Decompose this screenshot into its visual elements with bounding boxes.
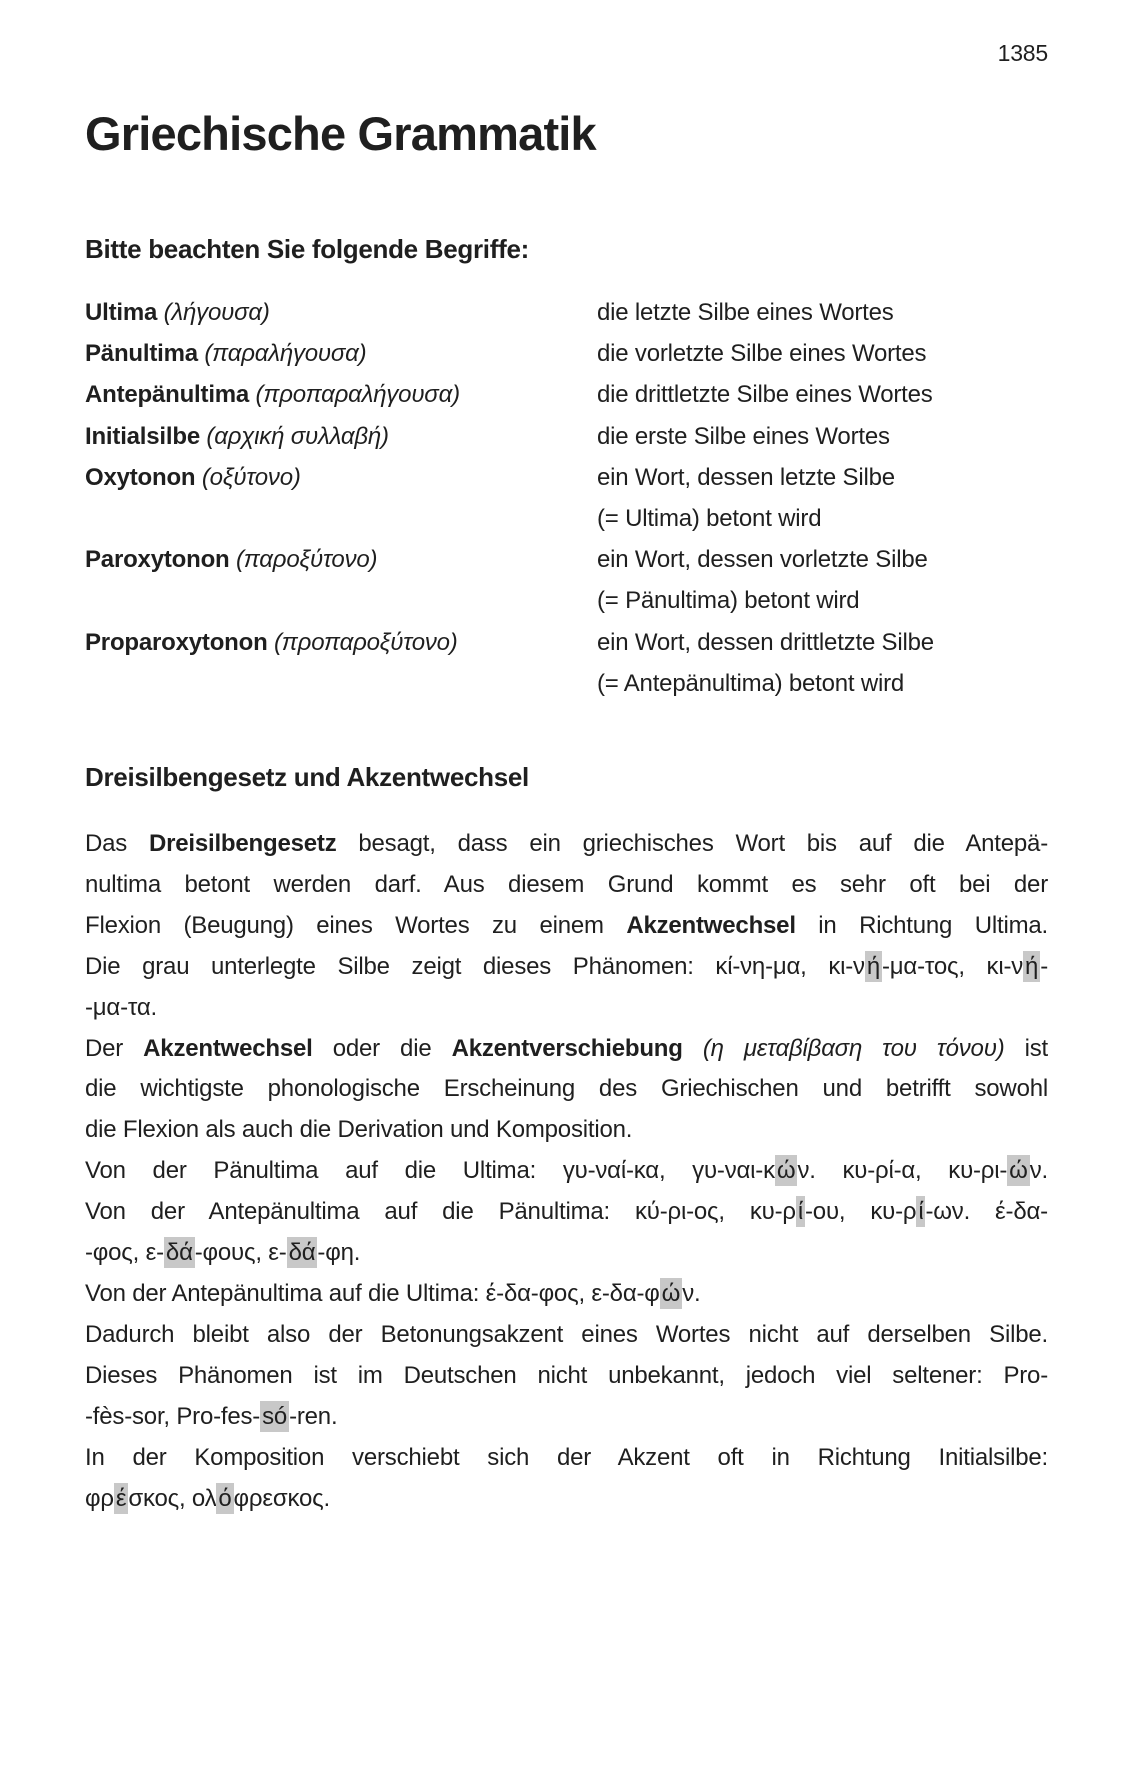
highlighted-syllable: ό [218,1484,232,1512]
text-segment: Von der Antepänultima auf die Pänultima: κύ-ρι-ος, κυ-ρ [85,1198,796,1226]
paragraph-line [85,1151,1048,1192]
text-segment: nultima betont werden darf. Aus diesem Grund kommt es sehr oft bei der [85,870,1048,898]
glossary-row [85,292,1048,333]
glossary-greek: (παραλήγουσα) [197,340,367,368]
paragraph-line [85,1397,1048,1438]
glossary-definition-cell [597,374,1048,415]
glossary-row [85,416,1048,457]
text-segment: -ου, κυ-ρ [805,1198,917,1226]
text-segment: σκος, ολ [128,1484,217,1512]
glossary-greek: (παροξύτονο) [229,546,378,574]
page-number: 1385 [997,40,1048,66]
glossary-term-cell [85,374,597,415]
glossary-term: Paroxytonon [85,546,230,574]
highlighted-syllable: ώ [776,1157,796,1185]
highlighted-syllable: ί [918,1198,924,1226]
highlighted-syllable: ή [1025,952,1039,980]
text-segment: Von der Pänultima auf die Ultima: γυ-ναί-κα, γυ-ναι-κ [85,1157,775,1185]
text-segment: Dieses Phänomen ist im Deutschen nicht unbekannt, jedoch viel seltener: Pro- [85,1361,1048,1389]
glossary-definition-line: die vorletzte Silbe eines Wortes [597,340,927,368]
paragraph-line [85,906,1048,947]
paragraph-line [85,1315,1048,1356]
paragraph-line [85,1029,1048,1070]
glossary-table [85,292,1048,704]
glossary-row [85,333,1048,374]
glossary-term-cell [85,292,597,333]
highlighted-syllable: só [262,1402,288,1430]
highlighted-syllable: δά [288,1239,316,1267]
glossary-term: Initialsilbe [85,422,200,450]
text-segment: - [1040,952,1048,980]
glossary-definition-line: ein Wort, dessen letzte Silbe [597,463,895,491]
text-segment: φρεσκος. [233,1484,330,1512]
highlighted-syllable: δά [165,1239,193,1267]
paragraph-line [85,1192,1048,1233]
glossary-row [85,374,1048,415]
text-segment: -φος, ε- [85,1239,164,1267]
glossary-term: Pänultima [85,340,198,368]
glossary-definition-line: die erste Silbe eines Wortes [597,422,890,450]
glossary-term: Antepänultima [85,381,250,409]
text-segment: Die grau unterlegte Silbe zeigt dieses Phänomen: κί-νη-μα, κι-ν [85,952,865,980]
text-segment: -μα-τος, κι-ν [882,952,1024,980]
glossary-greek: (λήγουσα) [157,299,270,326]
glossary-definition-line: (= Antepänultima) betont wird [597,669,905,697]
glossary-term-cell [85,457,597,539]
text-segment: Flexion (Beugung) eines Wortes zu einem [85,911,627,939]
text-segment: Von der Antepänultima auf die Ultima: έ-δα-φος, ε-δα-φ [85,1279,660,1307]
body-paragraph [85,824,1048,1519]
paragraph-line [85,1274,1048,1315]
glossary-definition-cell [597,292,1048,333]
section-heading: Dreisilbengesetz und Akzentwechsel [85,762,529,792]
glossary-term: Proparoxytonon [85,628,268,656]
paragraph-line [85,1110,1048,1151]
glossary-greek: (οξύτονο) [195,463,301,491]
text-segment: besagt, dass ein griechisches Wort bis auf die Antepä- [336,830,1048,857]
paragraph-line [85,1479,1048,1520]
paragraph-line [85,1438,1048,1479]
text-segment: oder die [312,1034,452,1062]
glossary-definition-cell [597,333,1048,374]
glossary-term-cell [85,539,597,621]
glossary-definition-cell [597,457,1048,539]
text-segment: Akzentwechsel [626,911,796,939]
glossary-definition-cell [597,539,1048,621]
glossary-definition-cell [597,416,1048,457]
text-segment: -μα-τα. [85,993,157,1021]
text-segment: Akzentwechsel [143,1034,313,1062]
text-segment: Das [85,830,149,857]
text-segment: die Flexion als auch die Derivation und Komposition. [85,1116,633,1144]
text-segment: Dreisilbengesetz [148,830,337,857]
glossary-term-cell [85,416,597,457]
glossary-definition-line: ein Wort, dessen vorletzte Silbe [597,546,928,574]
text-segment: -φους, ε- [194,1239,287,1267]
highlighted-syllable: ώ [661,1279,681,1307]
glossary-term: Ultima [85,299,158,326]
highlighted-syllable: ώ [1009,1157,1028,1185]
paragraph-line [85,1356,1048,1397]
glossary-term-cell [85,333,597,374]
glossary-term: Oxytonon [85,463,196,491]
paragraph-line [85,988,1048,1029]
highlighted-syllable: ί [797,1198,803,1226]
text-segment [683,1035,703,1062]
text-segment: φρ [85,1484,114,1512]
glossary-row [85,539,1048,621]
glossary-greek: (αρχική συλλαβή) [199,422,389,450]
glossary-definition-line: die letzte Silbe eines Wortes [597,299,894,326]
highlighted-syllable: έ [115,1484,127,1512]
glossary-definition-line: die drittletzte Silbe eines Wortes [597,381,933,409]
text-segment: -φη. [317,1239,361,1267]
glossary-greek: (προπαροξύτονο) [267,628,458,656]
text-segment: ν. κυ-ρί-α, κυ-ρι- [797,1157,1008,1185]
glossary-row [85,457,1048,539]
page-title: Griechische Grammatik [85,107,596,160]
text-segment: die wichtigste phonologische Erscheinung des Griechischen und betrifft sowohl [85,1075,1048,1103]
text-segment: In der Komposition verschiebt sich der Akzent oft in Richtung Initialsilbe: [85,1443,1048,1471]
highlighted-syllable: ή [866,952,881,980]
text-segment: ist [1004,1034,1048,1062]
glossary-definition-cell [597,622,1048,704]
glossary-row [85,622,1048,704]
glossary-term-cell [85,622,597,704]
paragraph-line [85,1233,1048,1274]
glossary-definition-line: (= Pänultima) betont wird [597,587,860,615]
text-segment: Akzentverschiebung [451,1034,683,1062]
paragraph-line [85,865,1048,906]
glossary-greek: (προπαραλήγουσα) [249,381,460,409]
text-segment: (η μεταβίβαση του τόνου) [702,1034,1005,1062]
text-segment: ν. [1029,1157,1048,1185]
glossary-heading: Bitte beachten Sie folgende Begriffe: [85,234,529,264]
paragraph-line [85,824,1048,865]
paragraph-line [85,947,1048,988]
text-segment: Der [85,1034,144,1062]
paragraph-line [85,1069,1048,1110]
text-segment: -fès-sor, Pro-fes- [85,1402,261,1430]
text-segment: Dadurch bleibt also der Betonungsakzent eines Wortes nicht auf derselben Silbe. [85,1320,1048,1348]
text-segment: ν. [682,1279,701,1307]
glossary-definition-line: ein Wort, dessen drittletzte Silbe [597,628,934,656]
glossary-definition-line: (= Ultima) betont wird [597,505,822,533]
text-segment: in Richtung Ultima. [795,911,1048,939]
text-segment: -ων. έ-δα- [925,1198,1048,1226]
text-segment: -ren. [289,1402,338,1430]
